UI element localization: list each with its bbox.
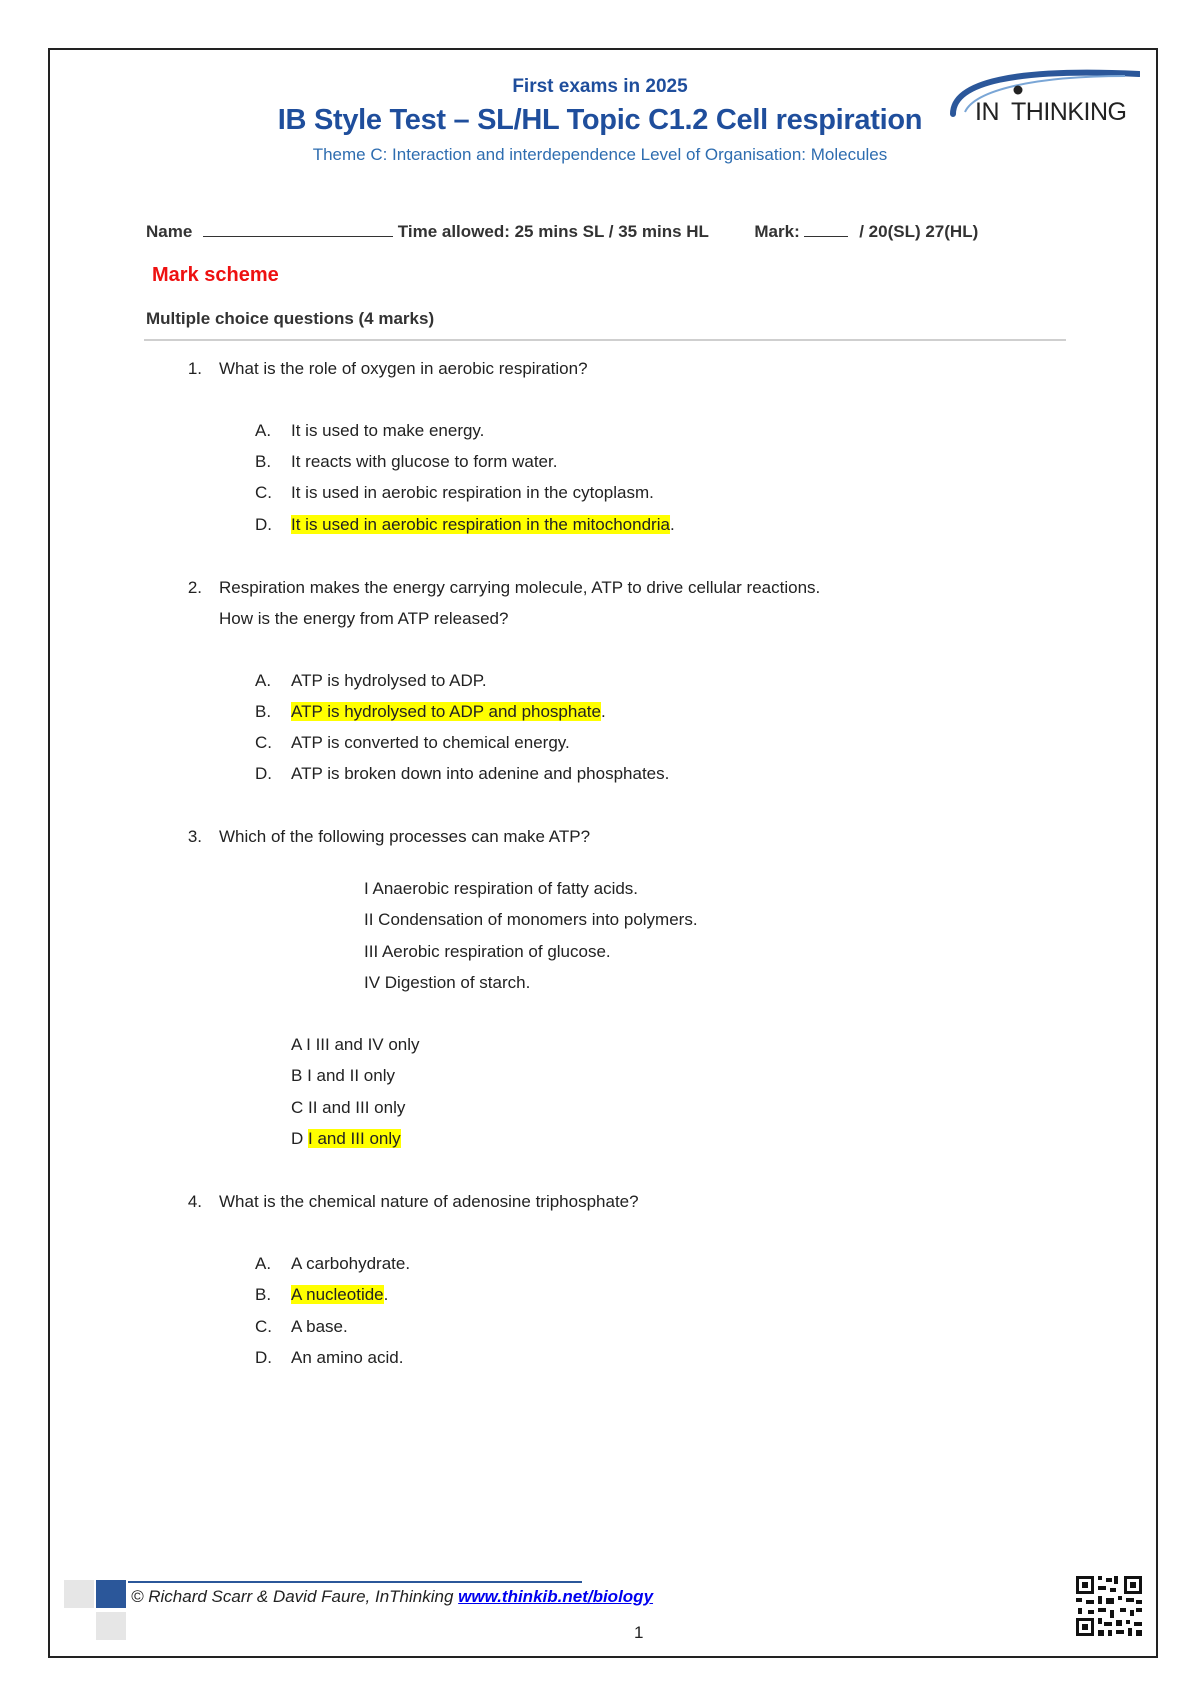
mark-scheme-label: Mark scheme	[152, 264, 279, 286]
svg-text:IN: IN	[975, 98, 999, 126]
question-text: What is the chemical nature of adenosine triphosphate?	[219, 1192, 639, 1211]
footer-square-light	[96, 1612, 126, 1640]
footer-link[interactable]: www.thinkib.net/biology	[458, 1587, 654, 1606]
svg-text:THINKING: THINKING	[1011, 98, 1127, 126]
option-letter: A	[291, 1035, 302, 1054]
question-text: Respiration makes the energy carrying molecule, ATP to drive cellular reactions.	[219, 578, 821, 597]
option-letter: D.	[255, 515, 272, 534]
option-letter: C.	[255, 483, 272, 502]
option-text: II and III only	[308, 1098, 406, 1117]
name-label: Name	[146, 222, 193, 241]
option-letter: D.	[255, 764, 272, 783]
mark-label: Mark:	[754, 222, 800, 241]
option-text: I and II only	[307, 1066, 395, 1085]
mark-field[interactable]	[804, 222, 848, 237]
option-text-answer: A nucleotide.	[291, 1285, 389, 1304]
option-letter: C.	[255, 1317, 272, 1336]
answer-highlight: A nucleotide	[291, 1285, 384, 1304]
section-divider	[144, 339, 1066, 341]
option-letter: B.	[255, 702, 272, 721]
question-number: 2.	[187, 578, 202, 597]
answer-highlight: I and III only	[308, 1129, 401, 1148]
copyright-text: © Richard Scarr & David Faure, InThinking	[131, 1587, 459, 1606]
option-text: It reacts with glucose to form water.	[291, 452, 558, 471]
question-text: What is the role of oxygen in aerobic respiration?	[219, 359, 588, 378]
time-allowed: Time allowed: 25 mins SL / 35 mins HL	[397, 222, 709, 241]
option-letter: A.	[255, 671, 272, 690]
qr-code-icon	[1074, 1574, 1144, 1638]
option-text: It is used in aerobic respiration in the cytoplasm.	[291, 483, 654, 502]
statement: III Aerobic respiration of glucose.	[364, 942, 611, 961]
option-text: A carbohydrate.	[291, 1254, 411, 1273]
question-text: How is the energy from ATP released?	[219, 609, 509, 628]
inthinking-logo	[945, 62, 1140, 132]
option-row	[291, 1035, 420, 1055]
option-letter: D.	[255, 1348, 272, 1367]
copyright-line	[131, 1587, 653, 1607]
option-letter: D	[291, 1129, 304, 1148]
option-text: ATP is hydrolysed to ADP.	[291, 671, 487, 690]
question-number: 4.	[187, 1192, 202, 1211]
option-row	[291, 1098, 405, 1118]
page-title: IB Style Test – SL/HL Topic C1.2 Cell respiration	[277, 104, 923, 136]
option-letter: B.	[255, 1285, 272, 1304]
option-text: A base.	[291, 1317, 348, 1336]
option-row-answer	[291, 1129, 401, 1149]
mark-total: / 20(SL) 27(HL)	[859, 222, 979, 241]
theme-line: Theme C: Interaction and interdependence Level of Organisation: Molecules	[312, 145, 888, 164]
option-row	[291, 1066, 395, 1086]
option-letter: B.	[255, 452, 272, 471]
footer-square-blue	[96, 1580, 126, 1608]
name-field[interactable]	[203, 222, 393, 237]
option-text: An amino acid.	[291, 1348, 404, 1367]
page-frame	[48, 48, 1158, 1658]
statement: I Anaerobic respiration of fatty acids.	[364, 879, 639, 898]
answer-highlight: It is used in aerobic respiration in the mitochondria	[291, 515, 670, 534]
option-letter: A.	[255, 421, 272, 440]
option-text: I III and IV only	[306, 1035, 420, 1054]
option-text-answer: ATP is hydrolysed to ADP and phosphate.	[291, 702, 606, 721]
question-number: 1.	[187, 359, 202, 378]
option-letter: C.	[255, 733, 272, 752]
option-letter: B	[291, 1066, 303, 1085]
option-text-answer: It is used in aerobic respiration in the mitochondria.	[291, 515, 675, 534]
question-number: 3.	[187, 827, 202, 846]
option-letter: C	[291, 1098, 304, 1117]
option-text: ATP is converted to chemical energy.	[291, 733, 570, 752]
first-exams-line: First exams in 2025	[512, 76, 688, 97]
statement: II Condensation of monomers into polymers.	[364, 910, 698, 929]
info-row	[146, 222, 978, 242]
option-text: ATP is broken down into adenine and phosphates.	[291, 764, 670, 783]
footer-rule	[128, 1581, 582, 1583]
option-text: It is used to make energy.	[291, 421, 485, 440]
statement: IV Digestion of starch.	[364, 973, 531, 992]
answer-highlight: ATP is hydrolysed to ADP and phosphate	[291, 702, 601, 721]
question-text: Which of the following processes can make ATP?	[219, 827, 591, 846]
section-title: Multiple choice questions (4 marks)	[146, 309, 435, 328]
option-letter: A.	[255, 1254, 272, 1273]
page-number: 1	[634, 1623, 644, 1642]
footer-square-light	[64, 1580, 94, 1608]
